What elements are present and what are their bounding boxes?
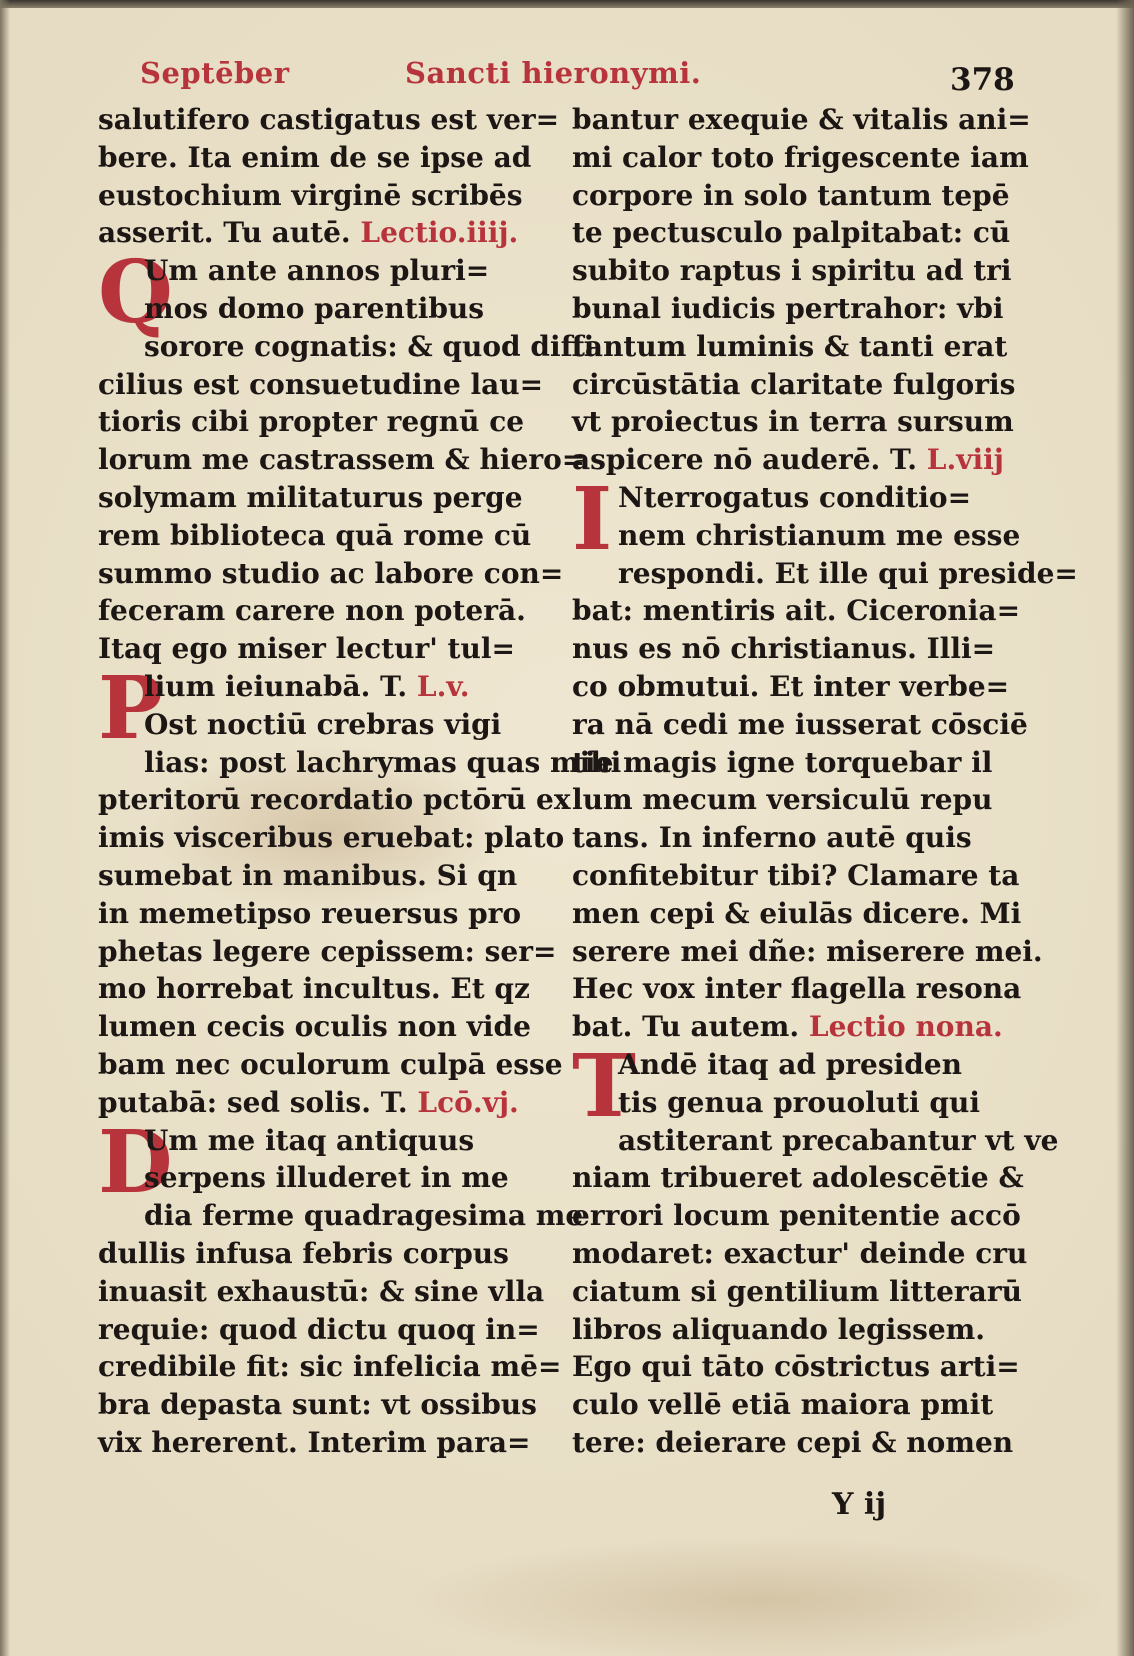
text-line: dullis infusa febris corpus [98, 1236, 509, 1270]
text-line: ra nā cedi me iusserat cōsciē [572, 707, 1028, 741]
text-line: subito raptus i spiritu ad tri [572, 254, 1012, 288]
text-line: Ost noctiū crebras vigi [144, 707, 502, 741]
text-line: lorum me castrassem & hiero= [98, 443, 586, 477]
rubric-lectio-nona: Lectio nona. [808, 1010, 1003, 1044]
text-line: inuasit exhaustū: & sine vlla [98, 1274, 545, 1308]
text-line: astiterant precabantur vt ve [618, 1123, 1059, 1157]
rubric-lectio-iiij: Lectio.iiij. [360, 216, 519, 250]
page-top-edge [0, 0, 1134, 8]
text-line: bam nec oculorum culpā esse [98, 1047, 563, 1081]
text-line: mi calor toto frigescente iam [572, 140, 1029, 174]
initial-q: Q [98, 242, 173, 344]
text-line: bantur exequie & vitalis ani= [572, 103, 1031, 136]
text-line: mos domo parentibus [144, 291, 485, 325]
text-line: lumen cecis oculis non vide [98, 1010, 531, 1044]
text-line: Hec vox inter flagella resona [572, 972, 1022, 1006]
text-line: salutifero castigatus est ver= [98, 103, 560, 136]
running-head-title: Sancti hieronymi. [405, 56, 702, 90]
paragraph-t [572, 1035, 1022, 1137]
text-line: co obmutui. Et inter verbe= [572, 669, 1010, 703]
text-line: Um ante annos pluri= [144, 254, 490, 288]
text-line: men cepi & eiulās dicere. Mi [572, 896, 1022, 930]
rubric-lectio-viij: L.viij [926, 443, 1004, 477]
paragraph-i [572, 468, 1022, 570]
initial-t: T [572, 1035, 636, 1137]
initial-i: I [572, 468, 613, 570]
rubric-lectio-vj: Lcō.vj. [417, 1085, 519, 1119]
text-line: culo vellē etiā maiora pmit [572, 1388, 994, 1422]
text-line: putabā: sed solis. T. [98, 1085, 408, 1119]
text-line [572, 1008, 1022, 1046]
text-line: serpens illuderet in me [144, 1161, 509, 1195]
running-head-month: Septēber [140, 56, 290, 90]
text-line: Ego qui tāto cōstrictus arti= [572, 1350, 1020, 1384]
text-column-right [572, 101, 1078, 1462]
text-line: eustochium virginē scribēs [98, 178, 523, 212]
text-line: libros aliquando legissem. [572, 1312, 986, 1346]
text-line: bat: mentiris ait. Ciceronia= [572, 594, 1021, 628]
text-line: lum mecum versiculū repu [572, 783, 993, 817]
text-line [98, 1084, 546, 1122]
text-line: solymam militaturus perge [98, 480, 523, 514]
text-line: requie: quod dictu quoq in= [98, 1312, 540, 1346]
text-line: tantum luminis & tanti erat [572, 329, 1008, 363]
text-line [572, 441, 1022, 479]
text-line: Nterrogatus conditio= [618, 480, 972, 514]
text-line: te pectusculo palpitabat: cū [572, 216, 1011, 250]
text-line: lias: post lachrymas quas mihi [144, 745, 622, 779]
text-line: summo studio ac labore con= [98, 556, 564, 590]
text-line [98, 214, 546, 252]
text-line: feceram carere non poterā. [98, 594, 526, 628]
text-line: bere. Ita enim de se ipse ad [98, 140, 532, 174]
text-line: mo horrebat incultus. Et qz [98, 972, 530, 1006]
text-line: sorore cognatis: & quod diffi [144, 329, 595, 363]
text-line: ciatum si gentilium litterarū [572, 1274, 1022, 1308]
text-line: vt proiectus in terra sursum [572, 405, 1014, 439]
initial-p: P [98, 657, 163, 759]
text-line: pteritorū recordatio pctōrū ex [98, 783, 571, 817]
signature-mark: Y ij [832, 1487, 887, 1522]
text-line: cilius est consuetudine lau= [98, 367, 544, 401]
text-line: tis genua prouoluti qui [618, 1085, 981, 1119]
initial-d: D [98, 1111, 173, 1213]
text-line: tans. In inferno autē quis [572, 821, 972, 855]
paragraph-p [98, 657, 546, 759]
text-line: circūstātia claritate fulgoris [572, 367, 1016, 401]
text-line: Andē itaq ad presiden [618, 1047, 963, 1081]
text-line: rem biblioteca quā rome cū [98, 518, 532, 552]
text-line: bat. Tu autem. [572, 1010, 800, 1044]
text-line: nem christianum me esse [618, 518, 1021, 552]
text-line: phetas legere cepissem: ser= [98, 934, 557, 968]
rubric-lectio-v: L.v. [416, 669, 470, 703]
text-line: dia ferme quadragesima me [144, 1199, 584, 1233]
text-line: Um me itaq antiquus [144, 1123, 475, 1157]
text-line: imis visceribus eruebat: plato [98, 821, 565, 855]
text-line: modaret: exactur' deinde cru [572, 1236, 1028, 1270]
text-line: respondi. Et ille qui preside= [618, 556, 1078, 590]
text-line [98, 668, 546, 706]
text-line: niam tribueret adolescētie & [572, 1161, 1024, 1195]
text-column-left [98, 101, 622, 1462]
text-line: lium ieiunabā. T. [144, 669, 408, 703]
page-gutter-shadow [0, 0, 10, 1656]
text-line: serere mei dñe: miserere mei. [572, 934, 1043, 968]
text-line: asserit. Tu autē. [98, 216, 351, 250]
text-line: tie magis igne torquebar il [572, 745, 993, 779]
text-line: errori locum penitentie accō [572, 1199, 1021, 1233]
text-line: tere: deierare cepi & nomen [572, 1425, 1014, 1459]
text-line: aspicere nō auderē. T. [572, 443, 918, 477]
paragraph-d [98, 1111, 546, 1213]
text-line: confitebitur tibi? Clamare ta [572, 858, 1020, 892]
text-line: bunal iudicis pertrahor: vbi [572, 291, 1004, 325]
text-line: tioris cibi propter regnū ce [98, 405, 525, 439]
text-line: bra depasta sunt: vt ossibus [98, 1388, 537, 1422]
text-line: in memetipso reuersus pro [98, 896, 522, 930]
text-line: credibile fit: sic infelicia mē= [98, 1350, 562, 1384]
paragraph-q [98, 242, 546, 344]
page-right-edge [1116, 0, 1134, 1656]
text-line: nus es nō christianus. Illi= [572, 632, 996, 666]
text-line: corpore in solo tantum tepē [572, 178, 1010, 212]
text-line: Itaq ego miser lectur' tul= [98, 632, 515, 666]
folio-number: 378 [950, 62, 1015, 98]
text-line: vix hererent. Interim para= [98, 1425, 531, 1459]
text-line: sumebat in manibus. Si qn [98, 858, 518, 892]
